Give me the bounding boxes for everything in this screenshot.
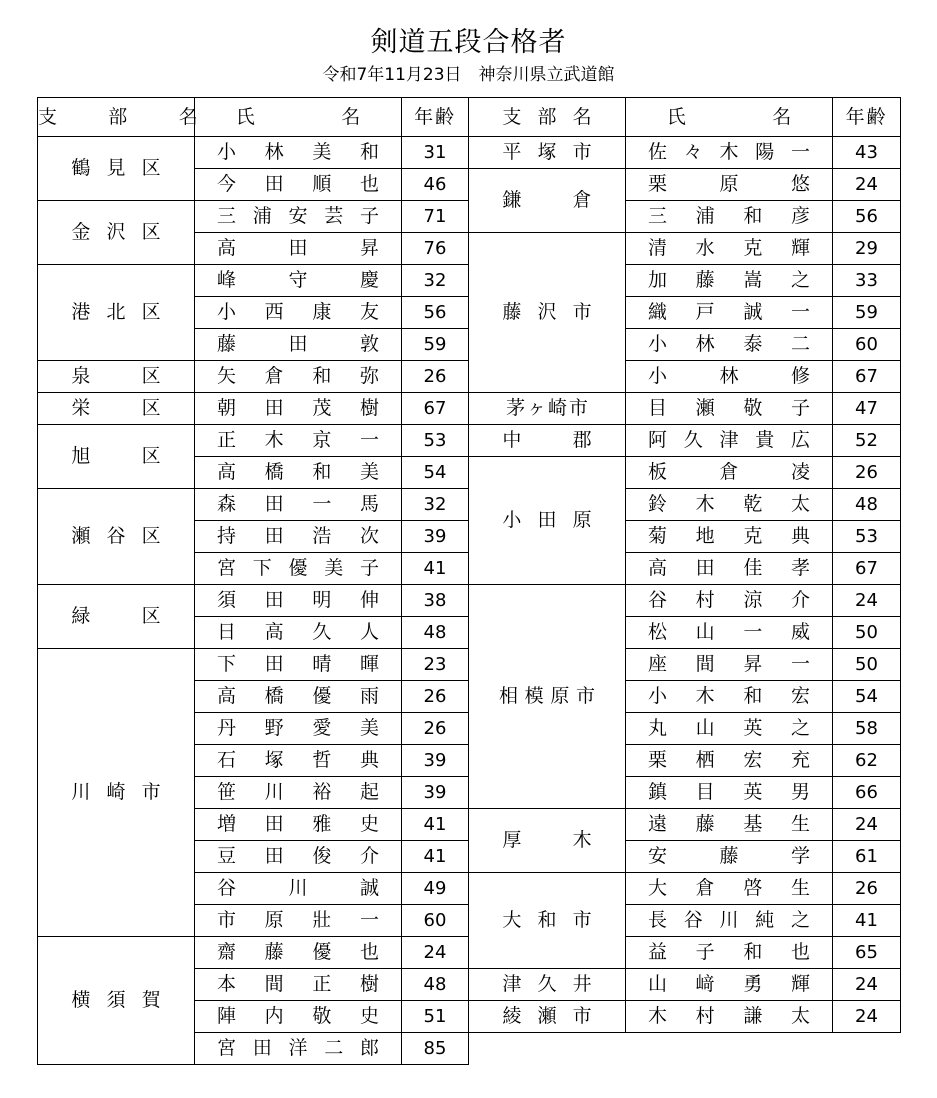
- name-cell: 本間正樹: [195, 969, 402, 1001]
- branch-cell: 泉 区: [38, 361, 195, 393]
- table-row: [38, 393, 901, 425]
- name-cell: 織戸誠一: [626, 297, 833, 329]
- name-cell: 笹川裕起: [195, 777, 402, 809]
- age-cell: 54: [833, 681, 901, 713]
- age-cell: 26: [833, 457, 901, 489]
- age-cell: 59: [833, 297, 901, 329]
- age-cell: 53: [402, 425, 469, 457]
- name-cell: 板倉凌: [626, 457, 833, 489]
- age-cell: 26: [833, 873, 901, 905]
- age-cell: 76: [402, 233, 469, 265]
- name-cell: 今田順也: [195, 169, 402, 201]
- table-row: [38, 137, 901, 169]
- name-cell: 小林美和: [195, 137, 402, 169]
- name-cell: 安藤学: [626, 841, 833, 873]
- results-table: [37, 97, 901, 1065]
- age-cell: 46: [402, 169, 469, 201]
- name-cell: 長谷川純之: [626, 905, 833, 937]
- name-cell: 高田昇: [195, 233, 402, 265]
- name-cell: 朝田茂樹: [195, 393, 402, 425]
- name-cell: 高橋和美: [195, 457, 402, 489]
- name-cell: 木村謙太: [626, 1001, 833, 1033]
- page-title: 剣道五段合格者: [370, 27, 567, 58]
- name-cell: 宮田洋二郎: [195, 1033, 402, 1065]
- name-cell: 鈴木乾太: [626, 489, 833, 521]
- age-cell: 26: [402, 361, 469, 393]
- name-cell: 小林修: [626, 361, 833, 393]
- branch-cell: 瀬谷区: [38, 489, 195, 585]
- age-cell: 67: [402, 393, 469, 425]
- age-cell: 53: [833, 521, 901, 553]
- name-cell: 宮下優美子: [195, 553, 402, 585]
- header-age: 年齢: [402, 98, 469, 137]
- name-cell: 松山一威: [626, 617, 833, 649]
- age-cell: 48: [402, 617, 469, 649]
- age-cell: 71: [402, 201, 469, 233]
- age-cell: 41: [402, 809, 469, 841]
- age-cell: 24: [833, 969, 901, 1001]
- age-cell: 41: [402, 841, 469, 873]
- name-cell: 藤田敦: [195, 329, 402, 361]
- name-cell: 座間昇一: [626, 649, 833, 681]
- name-cell: 陣内敬史: [195, 1001, 402, 1033]
- branch-cell: 茅ヶ崎市: [469, 393, 626, 425]
- branch-cell: 綾瀬市: [469, 1001, 626, 1033]
- age-cell: 61: [833, 841, 901, 873]
- age-cell: 67: [833, 553, 901, 585]
- age-cell: 32: [402, 265, 469, 297]
- name-cell: 山﨑勇輝: [626, 969, 833, 1001]
- age-cell: 66: [833, 777, 901, 809]
- name-cell: 菊地克典: [626, 521, 833, 553]
- age-cell: 24: [833, 585, 901, 617]
- age-cell: 48: [402, 969, 469, 1001]
- age-cell: 52: [833, 425, 901, 457]
- name-cell: 谷川誠: [195, 873, 402, 905]
- age-cell: 31: [402, 137, 469, 169]
- table-row: [38, 425, 901, 457]
- age-cell: 24: [833, 169, 901, 201]
- branch-cell: 栄 区: [38, 393, 195, 425]
- name-cell: 小林泰二: [626, 329, 833, 361]
- name-cell: 増田雅史: [195, 809, 402, 841]
- age-cell: 38: [402, 585, 469, 617]
- age-cell: 56: [833, 201, 901, 233]
- branch-cell: 川崎市: [38, 649, 195, 937]
- age-cell: 39: [402, 745, 469, 777]
- branch-cell: 鶴見区: [38, 137, 195, 201]
- age-cell: 59: [402, 329, 469, 361]
- name-cell: 目瀬敬子: [626, 393, 833, 425]
- age-cell: 32: [402, 489, 469, 521]
- branch-cell: 大和市: [469, 873, 626, 969]
- name-cell: 鎮目英男: [626, 777, 833, 809]
- name-cell: 遠藤基生: [626, 809, 833, 841]
- name-cell: 阿久津貴広: [626, 425, 833, 457]
- name-cell: 日高久人: [195, 617, 402, 649]
- name-cell: 峰守慶: [195, 265, 402, 297]
- name-cell: 三浦安芸子: [195, 201, 402, 233]
- name-cell: 石塚哲典: [195, 745, 402, 777]
- age-cell: 24: [402, 937, 469, 969]
- age-cell: 26: [402, 713, 469, 745]
- age-cell: 65: [833, 937, 901, 969]
- age-cell: 41: [402, 553, 469, 585]
- name-cell: 益子和也: [626, 937, 833, 969]
- name-cell: 森田一馬: [195, 489, 402, 521]
- branch-cell: 平塚市: [469, 137, 626, 169]
- header-branch-2: 支部名: [469, 98, 626, 137]
- branch-cell: 旭 区: [38, 425, 195, 489]
- name-cell: 佐々木陽一: [626, 137, 833, 169]
- age-cell: 50: [833, 617, 901, 649]
- name-cell: 高橋優雨: [195, 681, 402, 713]
- name-cell: 丹野愛美: [195, 713, 402, 745]
- name-cell: 豆田俊介: [195, 841, 402, 873]
- branch-cell: 相模原市: [469, 585, 626, 809]
- branch-cell: 中 郡: [469, 425, 626, 457]
- age-cell: 43: [833, 137, 901, 169]
- age-cell: 41: [833, 905, 901, 937]
- name-cell: 正木京一: [195, 425, 402, 457]
- age-cell: 54: [402, 457, 469, 489]
- header-name: 氏 名: [195, 98, 402, 137]
- branch-cell: 横須賀: [38, 937, 195, 1065]
- age-cell: 39: [402, 521, 469, 553]
- age-cell: 67: [833, 361, 901, 393]
- age-cell: 51: [402, 1001, 469, 1033]
- name-cell: 谷村涼介: [626, 585, 833, 617]
- name-cell: 栗原悠: [626, 169, 833, 201]
- age-cell: 85: [402, 1033, 469, 1065]
- age-cell: 60: [402, 905, 469, 937]
- name-cell: 丸山英之: [626, 713, 833, 745]
- branch-cell: 緑 区: [38, 585, 195, 649]
- age-cell: 24: [833, 1001, 901, 1033]
- age-cell: 39: [402, 777, 469, 809]
- age-cell: 58: [833, 713, 901, 745]
- name-cell: 齋藤優也: [195, 937, 402, 969]
- age-cell: 23: [402, 649, 469, 681]
- age-cell: 60: [833, 329, 901, 361]
- header-branch: 支 部 名: [38, 98, 195, 137]
- name-cell: 高田佳孝: [626, 553, 833, 585]
- age-cell: 62: [833, 745, 901, 777]
- age-cell: 24: [833, 809, 901, 841]
- name-cell: 大倉啓生: [626, 873, 833, 905]
- branch-cell: 藤沢市: [469, 233, 626, 393]
- name-cell: 栗栖宏充: [626, 745, 833, 777]
- age-cell: 47: [833, 393, 901, 425]
- branch-cell: 小田原: [469, 457, 626, 585]
- empty-cell: [469, 1033, 901, 1065]
- name-cell: 持田浩次: [195, 521, 402, 553]
- age-cell: 29: [833, 233, 901, 265]
- age-cell: 50: [833, 649, 901, 681]
- name-cell: 市原壯一: [195, 905, 402, 937]
- name-cell: 清水克輝: [626, 233, 833, 265]
- age-cell: 33: [833, 265, 901, 297]
- age-cell: 56: [402, 297, 469, 329]
- age-cell: 49: [402, 873, 469, 905]
- header-row: [38, 98, 901, 137]
- table-row: [38, 585, 901, 617]
- name-cell: 矢倉和弥: [195, 361, 402, 393]
- branch-cell: 津久井: [469, 969, 626, 1001]
- branch-cell: 港北区: [38, 265, 195, 361]
- name-cell: 小西康友: [195, 297, 402, 329]
- branch-cell: 金沢区: [38, 201, 195, 265]
- name-cell: 下田晴暉: [195, 649, 402, 681]
- branch-cell: 厚 木: [469, 809, 626, 873]
- page-subtitle: 令和7年11月23日 神奈川県立武道館: [322, 65, 615, 85]
- header-age-2: 年齢: [833, 98, 901, 137]
- name-cell: 加藤嵩之: [626, 265, 833, 297]
- age-cell: 26: [402, 681, 469, 713]
- name-cell: 三浦和彦: [626, 201, 833, 233]
- name-cell: 小木和宏: [626, 681, 833, 713]
- branch-cell: 鎌 倉: [469, 169, 626, 233]
- header-name-2: 氏 名: [626, 98, 833, 137]
- name-cell: 須田明伸: [195, 585, 402, 617]
- age-cell: 48: [833, 489, 901, 521]
